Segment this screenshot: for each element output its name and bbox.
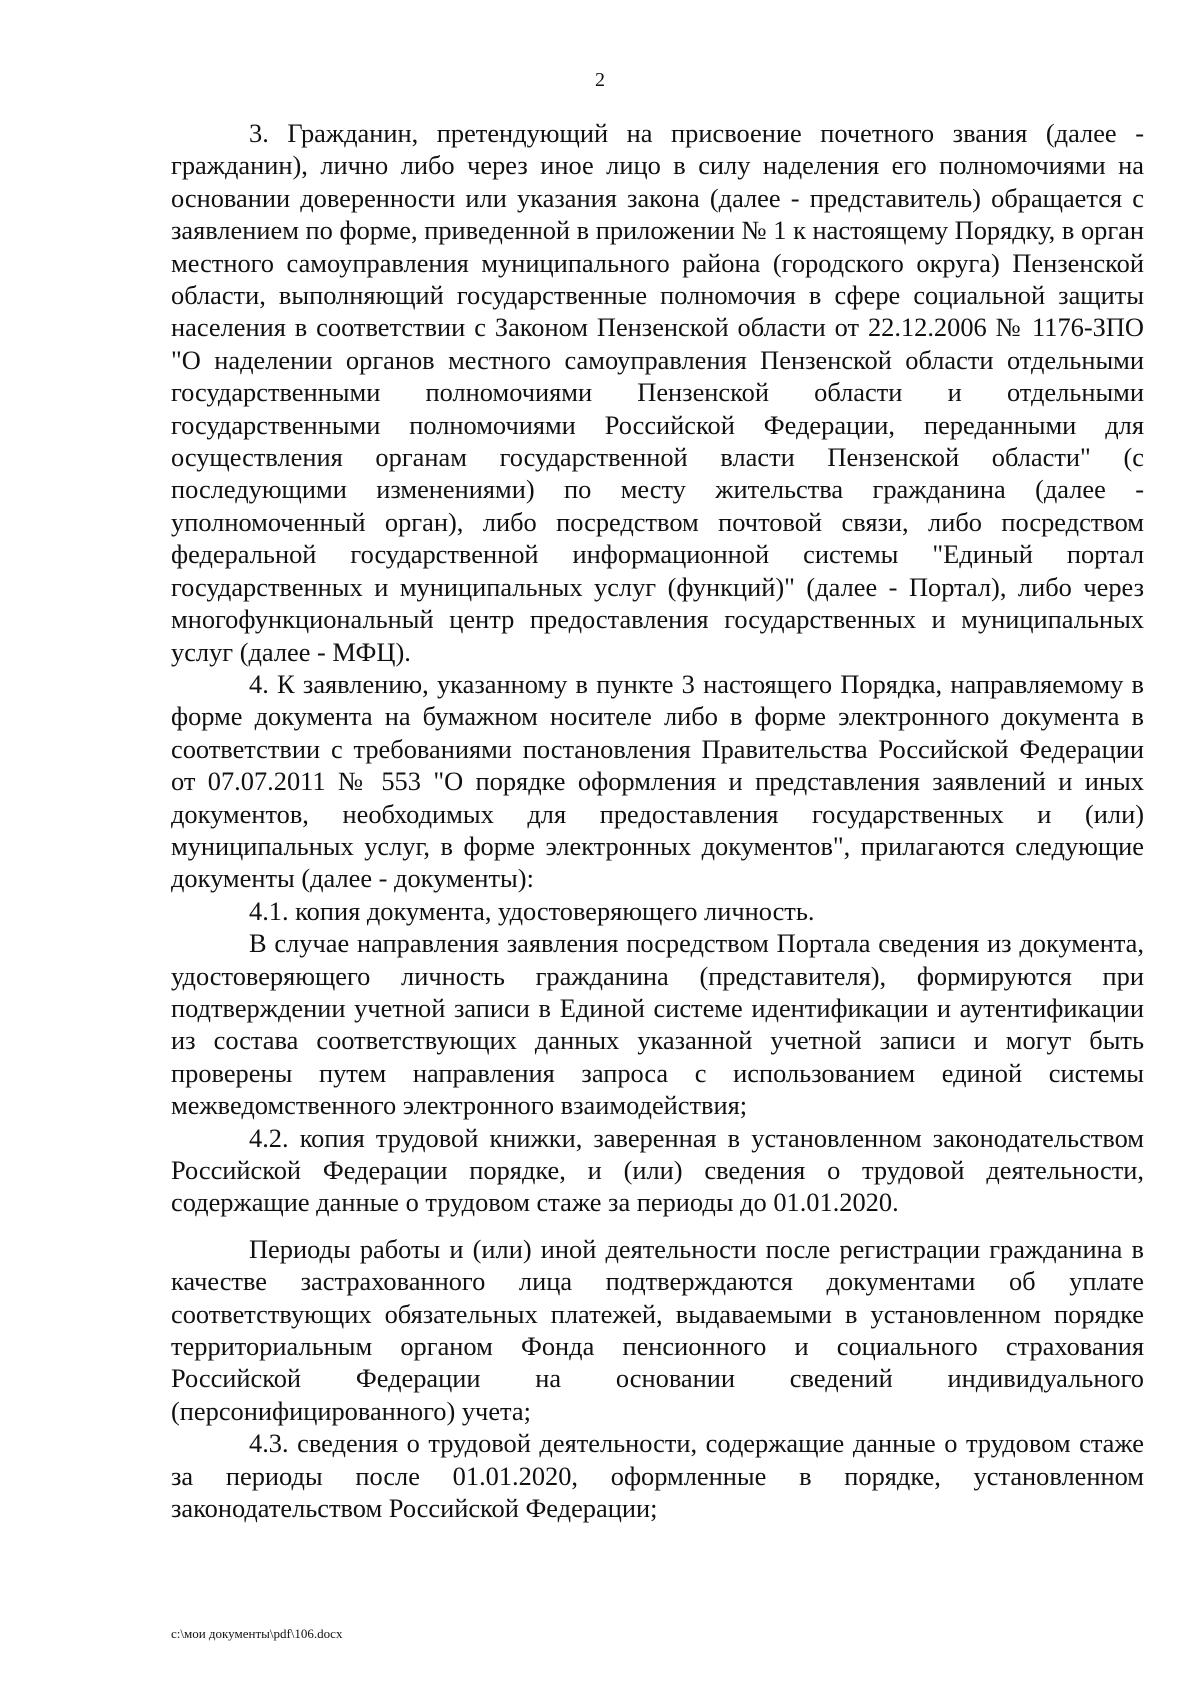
page-number: 2 [595, 69, 605, 91]
paragraph-3: 3. Гражданин, претендующий на присвоение почетного звания (далее - гражданин), лично либо через иное лицо в силу наделения его полномочиями на основании доверенности или указания закона (далее - представитель) обращается с заявлением по форме, приведенной в приложении № 1 к настоящему Порядку, в орган местного самоуправления муниципального района (городского округа) Пензенской области, выполняющий государственные полномочия в сфере социальной защиты населения в соответствии с Законом Пензенской области от 22.12.2006 № 1176-ЗПО "О наделении органов местного самоуправления Пензенской области отдельными государственными полномочиями Пензенской области и отдельными государственными полномочиями Российской Федерации, переданными для осуществления органам государственной власти Пензенской области" (с последующими изменениями) по месту жительства гражданина (далее - уполномоченный орган), либо посредством почтовой связи, либо посредством федеральной государственной информационной системы "Единый портал государственных и муниципальных услуг (функций)" (далее - Портал), либо через многофункциональный центр предоставления государственных и муниципальных услуг (далее - МФЦ). [171, 118, 1144, 667]
paragraph-4-1: 4.1. копия документа, удостоверяющего личность. [249, 895, 815, 926]
paragraph-4-2-periods: Периоды работы и (или) иной деятельности после регистрации гражданина в качестве застрахованного лица подтверждаются документами об уплате соответствующих обязательных платежей, выдаваемыми в установленном порядке территориальным органом Фонда пенсионного и социального страхования Российской Федерации на основании сведений индивидуального (персонифицированного) учета; [171, 1233, 1144, 1426]
paragraph-4-3: 4.3. сведения о трудовой деятельности, содержащие данные о трудовом стаже за периоды после 01.01.2020, оформленные в порядке, установленном законодательством Российской Федерации; [171, 1428, 1144, 1524]
document-body [171, 117, 1144, 1524]
paragraph-4-1-portal: В случае направления заявления посредством Портала сведения из документа, удостоверяющего личность гражданина (представителя), формируются при подтверждении учетной записи в Единой системе идентификации и аутентификации из состава соответствующих данных указанной учетной записи и могут быть проверены путем направления запроса с использованием единой системы межведомственного электронного взаимодействия; [171, 928, 1144, 1121]
paragraph-4: 4. К заявлению, указанному в пункте 3 настоящего Порядка, направляемому в форме документа на бумажном носителе либо в форме электронного документа в соответствии с требованиями постановления Правительства Российской Федерации от 07.07.2011 № 553 "О порядке оформления и представления заявлений и иных документов, необходимых для предоставления государственных и (или) муниципальных услуг, в форме электронных документов", прилагаются следующие документы (далее - документы): [171, 668, 1144, 894]
footer-file-path: c:\мои документы\pdf\106.docx [171, 1626, 343, 1641]
paragraph-4-2: 4.2. копия трудовой книжки, заверенная в установленном законодательством Российской Федерации порядке, и (или) сведения о трудовой деятельности, содержащие данные о трудовом стаже за периоды до 01.01.2020. [171, 1122, 1144, 1218]
